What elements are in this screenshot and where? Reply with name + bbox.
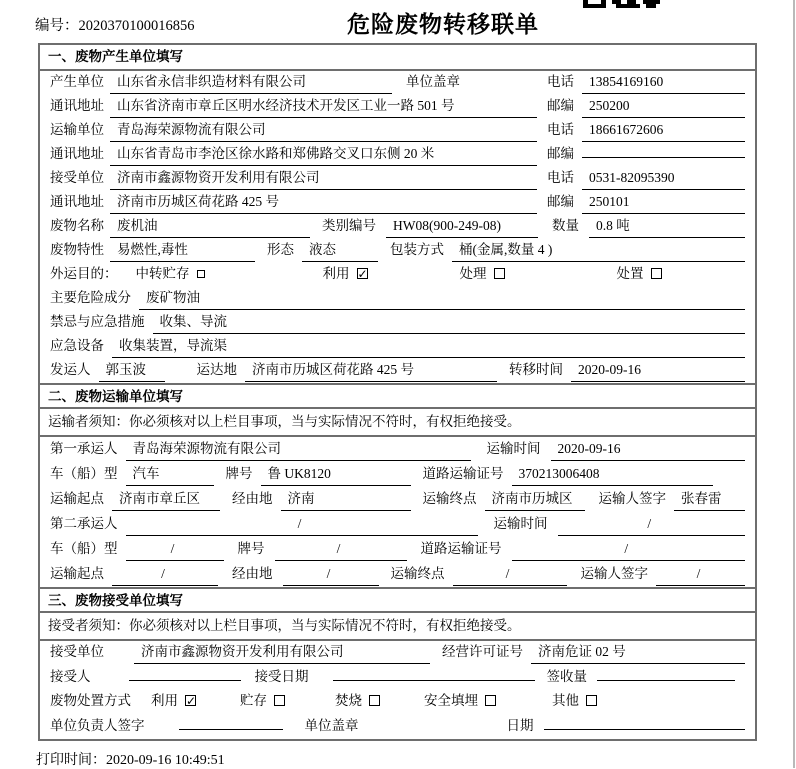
row-equipment (40, 335, 755, 359)
row-receiver-address-main (50, 191, 547, 214)
purpose-option-utilize-label: 利用 (322, 266, 350, 281)
date-label: 日期 (506, 717, 534, 733)
quantity-value: 0.8 吨 (589, 215, 745, 238)
section-receiver (40, 587, 755, 739)
row-receiver-right (547, 167, 745, 190)
transport-time1-value: 2020-09-16 (551, 437, 746, 461)
received-qty-label: 签收量 (546, 668, 587, 684)
row-producer-main (50, 71, 547, 94)
receiver-zip-value: 250101 (582, 191, 745, 214)
purpose-option-dispose-label: 处置 (616, 266, 644, 281)
transport-time1-label: 运输时间 (486, 441, 541, 456)
section3-notice: 接受者须知：你必须核对以上栏目事项，当与实际情况不符时，有权拒绝接受。 (40, 613, 755, 641)
road-permit2-label: 道路运输证号 (420, 541, 502, 556)
via1-label: 经由地 (232, 491, 273, 506)
equipment-value: 收集装置，导流渠 (112, 335, 745, 358)
receiver-zip-label: 邮编 (547, 194, 574, 209)
packaging-label: 包装方式 (390, 242, 444, 257)
transport-time2-label: 运输时间 (493, 516, 548, 531)
sign2-label: 运输人签字 (580, 566, 648, 581)
quantity-label: 数量 (552, 218, 579, 233)
end1-value: 济南市历城区 (485, 487, 585, 511)
vehicle2-label: 车（船）型 (50, 541, 118, 556)
road-permit1-label: 道路运输证号 (422, 466, 504, 481)
purpose-option-treat-label: 处理 (459, 266, 487, 281)
receiver-phone-value: 0531-82095390 (582, 167, 745, 190)
responsible-sign-value (179, 729, 283, 730)
purpose-option-treat (460, 263, 505, 285)
origin1-label: 运输起点 (50, 491, 104, 506)
row-emergency (40, 311, 755, 335)
row-transporter-right (547, 119, 745, 142)
category-value: HW08(900-249-08) (386, 215, 538, 238)
serial-label: 编号： (35, 18, 79, 34)
producer-address-label: 通讯地址 (50, 98, 104, 113)
print-time-label: 打印时间： (36, 753, 106, 768)
form-label: 形态 (267, 242, 294, 257)
row-producer (40, 71, 755, 95)
disposal-label: 废物处置方式 (50, 693, 131, 708)
checkbox-utilize-icon (357, 268, 368, 279)
responsible-sign-label: 单位负责人签字 (50, 717, 145, 733)
receiver-phone-label: 电话 (547, 170, 574, 185)
plate1-label: 牌号 (225, 466, 253, 481)
row-producer-address-right (547, 95, 745, 118)
emergency-label: 禁忌与应急措施 (50, 314, 145, 329)
receive-date-label: 接受日期 (254, 668, 309, 684)
row-receive-unit (40, 641, 755, 666)
manifest-form-table (38, 43, 757, 741)
checkbox-disposal-store-icon (274, 695, 285, 706)
transport-time2-value: / (558, 512, 746, 536)
checkbox-disposal-incinerate-icon (369, 695, 380, 706)
receive-unit-value: 济南市鑫源物资开发利用有限公司 (134, 641, 430, 664)
row-transporter (40, 119, 755, 143)
vehicle1-value: 汽车 (126, 462, 214, 486)
row-route1 (40, 487, 755, 512)
recipient-label: 接受人 (50, 668, 91, 684)
purpose-option-dispose (617, 263, 662, 285)
page-title: 危险废物转移联单 (347, 11, 539, 37)
shipper-value: 郭玉波 (99, 359, 165, 382)
row-receiver-address (40, 191, 755, 215)
row-characteristics (40, 239, 755, 263)
page-edge-line (793, 0, 795, 768)
checkbox-dispose-icon (651, 268, 662, 279)
characteristics-label: 废物特性 (50, 242, 104, 257)
purpose-option-transfer-storage-label: 中转贮存 (135, 266, 190, 281)
producer-value: 山东省永信非织造材料有限公司 (110, 71, 392, 94)
characteristics-value: 易燃性,毒性 (110, 239, 255, 262)
row-waste-name (40, 215, 755, 239)
disposal-option-utilize (151, 690, 196, 712)
via1-value: 济南 (281, 487, 411, 511)
shipper-label: 发运人 (50, 362, 91, 377)
seal-label: 单位盖章 (406, 74, 460, 89)
print-time-value: 2020-09-16 10:49:51 (106, 753, 225, 768)
receiver-address-label: 通讯地址 (50, 194, 104, 209)
row-carrier1 (40, 437, 755, 462)
form-value: 液态 (302, 239, 378, 262)
license-value: 济南危证 02 号 (531, 641, 745, 664)
receive-date-value (333, 680, 535, 681)
disposal-option-incinerate-label: 焚烧 (335, 693, 362, 708)
row-producer-right (547, 71, 745, 94)
transporter-zip-label: 邮编 (547, 146, 574, 161)
producer-phone-label: 电话 (547, 74, 574, 89)
purpose-label: 外运目的： (50, 266, 118, 281)
plate2-value: / (275, 537, 407, 561)
row-receiver (40, 167, 755, 191)
disposal-option-store (240, 690, 285, 712)
section3-title: 三、废物接受单位填写 (40, 587, 755, 613)
row-receiver-address-right (547, 191, 745, 214)
origin2-value: / (112, 562, 218, 586)
receiver-value: 济南市鑫源物资开发利用有限公司 (110, 167, 537, 190)
transporter-value: 青岛海荣源物流有限公司 (110, 119, 537, 142)
serial-value: 2020370100016856 (78, 18, 195, 34)
disposal-option-incinerate (335, 690, 380, 712)
transporter-phone-value: 18661672606 (582, 119, 745, 142)
disposal-option-landfill (424, 690, 496, 712)
producer-zip-label: 邮编 (547, 98, 574, 113)
qr-code-icon (583, 0, 663, 8)
row-disposal (40, 690, 755, 715)
section2-title: 二、废物运输单位填写 (40, 383, 755, 409)
producer-zip-value: 250200 (582, 95, 745, 118)
purpose-option-utilize (323, 263, 368, 285)
sign2-value: / (656, 562, 745, 586)
received-qty-value (597, 680, 735, 681)
row-transporter-address-right (547, 143, 745, 165)
end2-label: 运输终点 (390, 566, 445, 581)
transporter-phone-label: 电话 (547, 122, 574, 137)
checkbox-disposal-other-icon (586, 695, 597, 706)
carrier2-label: 第二承运人 (50, 516, 118, 531)
row-producer-address (40, 95, 755, 119)
category-label: 类别编号 (322, 218, 376, 233)
checkbox-treat-icon (494, 268, 505, 279)
carrier2-value: / (126, 512, 478, 536)
disposal-option-other-label: 其他 (552, 693, 579, 708)
row-transporter-main (50, 119, 547, 142)
section1-title: 一、废物产生单位填写 (40, 45, 755, 71)
via2-value: / (283, 562, 379, 586)
receiver-label: 接受单位 (50, 170, 104, 185)
row-route2 (40, 562, 755, 587)
end1-label: 运输终点 (422, 491, 477, 506)
road-permit1-value: 370213006408 (512, 462, 714, 486)
section-transporter (40, 383, 755, 587)
section-producer (40, 45, 755, 383)
emergency-value: 收集、导流 (153, 311, 746, 334)
origin1-value: 济南市章丘区 (112, 487, 220, 511)
disposal-option-store-label: 贮存 (240, 693, 267, 708)
row-vehicle1 (40, 462, 755, 487)
sign1-label: 运输人签字 (598, 491, 666, 506)
date-value (544, 729, 746, 730)
purpose-option-transfer-storage (136, 263, 205, 285)
transporter-address-label: 通讯地址 (50, 146, 104, 161)
sign1-value: 张春雷 (674, 487, 745, 511)
packaging-value: 桶(金属,数量 4 ) (452, 239, 745, 262)
row-purpose (40, 263, 755, 287)
row-receiver-main (50, 167, 547, 190)
receiver-address-value: 济南市历城区荷花路 425 号 (110, 191, 537, 214)
destination-value: 济南市历城区荷花路 425 号 (245, 359, 497, 382)
unit-seal-label: 单位盖章 (304, 717, 359, 733)
via2-label: 经由地 (232, 566, 273, 581)
waste-name-value: 废机油 (110, 215, 310, 238)
license-label: 经营许可证号 (442, 644, 523, 659)
vehicle2-value: / (126, 537, 224, 561)
waste-name-label: 废物名称 (50, 218, 104, 233)
row-transporter-address (40, 143, 755, 167)
row-vehicle2 (40, 537, 755, 562)
producer-phone-value: 13854169160 (582, 71, 745, 94)
checkbox-disposal-landfill-icon (485, 695, 496, 706)
row-producer-address-main (50, 95, 547, 118)
hazard-value: 废矿物油 (139, 287, 745, 310)
carrier1-label: 第一承运人 (50, 441, 118, 456)
section2-notice: 运输者须知：你必须核对以上栏目事项，当与实际情况不符时，有权拒绝接受。 (40, 409, 755, 437)
disposal-option-utilize-label: 利用 (151, 693, 178, 708)
carrier1-value: 青岛海荣源物流有限公司 (126, 437, 471, 461)
plate2-label: 牌号 (237, 541, 265, 556)
row-carrier2 (40, 512, 755, 537)
transporter-address-value: 山东省青岛市李沧区徐水路和郑佛路交叉口东侧 20 米 (110, 143, 537, 166)
disposal-option-landfill-label: 安全填埋 (424, 693, 478, 708)
origin2-label: 运输起点 (50, 566, 104, 581)
transfer-date-label: 转移时间 (509, 362, 563, 377)
row-recipient (40, 666, 755, 691)
row-hazard (40, 287, 755, 311)
end2-value: / (453, 562, 567, 586)
print-time (36, 749, 225, 769)
transporter-zip-value (582, 157, 745, 158)
transporter-label: 运输单位 (50, 122, 104, 137)
recipient-value (129, 680, 241, 681)
equipment-label: 应急设备 (50, 338, 104, 353)
producer-address-value: 山东省济南市章丘区明水经济技术开发区工业一路 501 号 (110, 95, 537, 118)
vehicle1-label: 车（船）型 (50, 466, 118, 481)
road-permit2-value: / (512, 537, 746, 561)
transfer-date-value: 2020-09-16 (571, 359, 745, 382)
row-shipper (40, 359, 755, 383)
row-transporter-address-main (50, 143, 547, 166)
checkbox-disposal-utilize-icon (185, 695, 196, 706)
destination-label: 运达地 (196, 362, 237, 377)
receive-unit-label: 接受单位 (50, 644, 104, 659)
row-responsible-sign (40, 715, 755, 740)
disposal-option-other (552, 690, 597, 712)
hazard-label: 主要危险成分 (50, 290, 131, 305)
checkbox-transfer-storage-icon (197, 270, 205, 278)
plate1-value: 鲁 UK8120 (261, 462, 411, 486)
producer-label: 产生单位 (50, 74, 104, 89)
